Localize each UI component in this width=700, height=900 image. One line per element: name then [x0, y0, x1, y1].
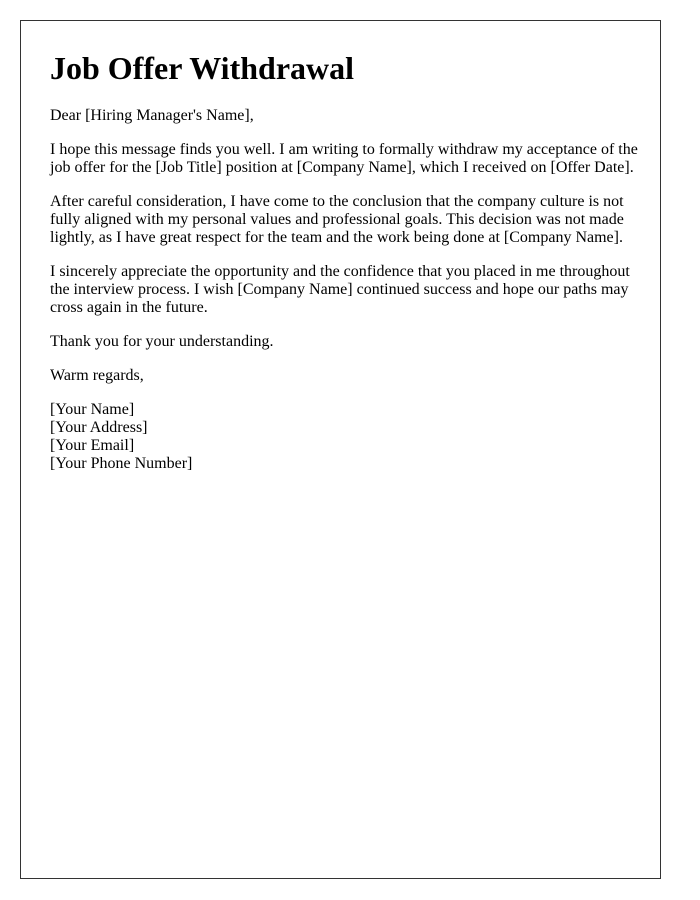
letter-page: [20, 20, 661, 879]
letter-content: [50, 49, 640, 473]
signature-name: [Your Name]: [50, 401, 135, 418]
letter-title: Job Offer Withdrawal: [50, 50, 355, 86]
signature-phone: [Your Phone Number]: [50, 455, 193, 472]
paragraph-intro: I hope this message finds you well. I am writing to formally withdraw my acceptance of the job offer for the [Job Title] position at [Company Name], which I received on [Offer Date].: [50, 141, 638, 176]
signature-block: [50, 401, 640, 473]
signature-email: [Your Email]: [50, 437, 135, 454]
salutation: Dear [Hiring Manager's Name],: [50, 107, 254, 124]
paragraph-appreciation: I sincerely appreciate the opportunity and the confidence that you placed in me throughout the interview process. I wish [Company Name] continued success and hope our paths may cross again in the future.: [50, 263, 630, 316]
signature-address: [Your Address]: [50, 419, 148, 436]
paragraph-thanks: Thank you for your understanding.: [50, 333, 274, 350]
closing: Warm regards,: [50, 367, 144, 384]
paragraph-reason: After careful consideration, I have come to the conclusion that the company culture is not fully aligned with my personal values and professional goals. This decision was not made lightly, as I have great respect for the team and the work being done at [Company Name].: [50, 193, 624, 246]
